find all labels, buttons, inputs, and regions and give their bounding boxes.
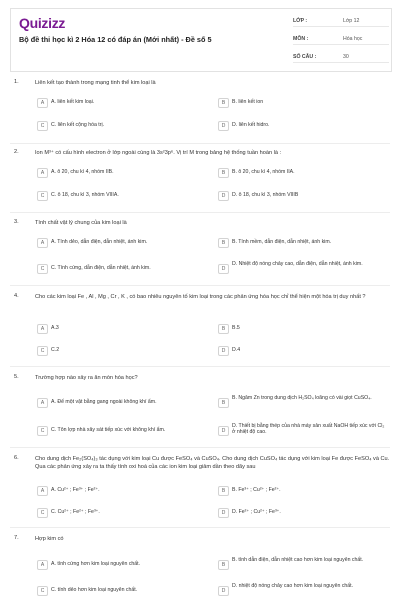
option-letter-box: C (37, 121, 48, 131)
option-letter-box: D (218, 508, 229, 518)
option-a[interactable] (37, 559, 207, 572)
question-number: 5. (14, 374, 19, 380)
option-text: A. ô 20, chu kì 4, nhóm IIB. (51, 169, 114, 175)
meta-question-count (293, 51, 389, 63)
option-a[interactable] (37, 485, 207, 498)
option-text: D. Fe²⁺ ; Cu²⁺ ; Fe³⁺. (232, 509, 281, 515)
option-b[interactable] (218, 559, 390, 572)
option-letter-box: A (37, 560, 48, 570)
option-a[interactable] (37, 97, 207, 110)
meta-subject (293, 33, 389, 45)
option-letter-box: D (218, 121, 229, 131)
question-divider (10, 527, 390, 528)
option-text: C. Cu²⁺ ; Fe²⁺ ; Fe³⁺. (51, 509, 100, 515)
option-text: B. Ngâm Zn trong dung dịch H₂SO₄ loãng có vài giọt CuSO₄. (232, 395, 372, 401)
question-number: 7. (14, 535, 19, 541)
option-letter-box: B (218, 398, 229, 408)
option-letter-box: B (218, 324, 229, 334)
page-title: Bộ đề thi học kì 2 Hóa 12 có đáp án (Mới nhất) - Đề số 5 (19, 35, 212, 44)
question-text: Tính chất vật lý chung của kim loại là (35, 220, 127, 226)
option-c[interactable] (37, 263, 207, 276)
option-letter-box: A (37, 98, 48, 108)
option-letter-box: B (218, 98, 229, 108)
option-text: C. liên kết cộng hóa trị. (51, 122, 105, 128)
option-d[interactable] (218, 263, 390, 276)
meta-key: MÔN : (293, 36, 309, 42)
option-text: D. nhiệt độ nóng chảy cao hơn kim loại nguyên chất. (232, 583, 354, 589)
option-a[interactable] (37, 237, 207, 250)
question-text: Ion M³⁺ có cấu hình electron ở lớp ngoài cùng là 3s²3p⁶. Vị trí M trong bảng hệ thống tuần hoàn là : (35, 150, 282, 156)
option-letter-box: D (218, 586, 229, 596)
meta-value: 30 (343, 54, 349, 60)
option-c[interactable] (37, 190, 207, 203)
option-letter-box: D (218, 426, 229, 436)
question-divider (10, 447, 390, 448)
option-c[interactable] (37, 585, 207, 598)
option-text: B. tính dẫn điện, dẫn nhiệt cao hơn kim loại nguyên chất. (232, 557, 364, 563)
option-c[interactable] (37, 425, 207, 438)
option-letter-box: A (37, 168, 48, 178)
question-divider (10, 212, 390, 213)
option-c[interactable] (37, 507, 207, 520)
option-letter-box: D (218, 191, 229, 201)
option-text: A. Tính dẻo, dẫn điện, dẫn nhiệt, ánh kim. (51, 239, 148, 245)
question-text: Hợp kim có (35, 536, 64, 542)
option-a[interactable] (37, 397, 207, 410)
option-d[interactable] (218, 507, 390, 520)
option-text: D. Nhiệt độ nóng chảy cao, dẫn điện, dẫn nhiệt, ánh kim. (232, 261, 363, 267)
option-b[interactable] (218, 485, 390, 498)
option-text: C. ô 18, chu kì 3, nhóm VIIIA. (51, 192, 119, 198)
option-letter-box: C (37, 508, 48, 518)
option-text: B.5 (232, 325, 240, 331)
option-letter-box: C (37, 191, 48, 201)
question-text: Trường hợp nào xảy ra ăn mòn hóa học? (35, 375, 138, 381)
option-letter-box: D (218, 264, 229, 274)
question-number: 6. (14, 455, 19, 461)
option-text: B. ô 20, chu kì 4, nhóm IIA. (232, 169, 295, 175)
option-letter-box: A (37, 486, 48, 496)
option-b[interactable] (218, 167, 390, 180)
option-d[interactable] (218, 585, 390, 598)
question-divider (10, 285, 390, 286)
question-text: Cho các kim loại Fe , Al , Mg , Cr , K , có bao nhiêu nguyên tố kim loại trong các phản ứng hóa học chỉ thể hiện một hóa trị duy nhất ? (35, 294, 366, 300)
question-number: 4. (14, 293, 19, 299)
option-text: C.2 (51, 347, 60, 353)
option-text: B. Tính mềm, dẫn điện, dẫn nhiệt, ánh kim. (232, 239, 332, 245)
option-d[interactable] (218, 425, 390, 438)
option-letter-box: C (37, 586, 48, 596)
option-text: A.3 (51, 325, 59, 331)
meta-divider (293, 62, 389, 63)
option-c[interactable] (37, 120, 207, 133)
option-letter-box: B (218, 486, 229, 496)
option-text: C. Tính cứng, dẫn điện, dẫn nhiệt, ánh kim. (51, 265, 151, 271)
option-letter-box: C (37, 346, 48, 356)
option-d[interactable] (218, 190, 390, 203)
question-number: 2. (14, 149, 19, 155)
option-b[interactable] (218, 397, 390, 410)
option-text: C. Tôn lợp nhà xây sát tiếp xúc với không khí ẩm. (51, 427, 166, 433)
quizizz-logo[interactable]: Quizizz (19, 15, 66, 31)
option-b[interactable] (218, 323, 390, 336)
option-letter-box: C (37, 426, 48, 436)
option-b[interactable] (218, 97, 390, 110)
option-text: B. Fe³⁺ ; Cu²⁺ ; Fe²⁺. (232, 487, 281, 493)
worksheet-header (10, 8, 392, 72)
option-text: D. liên kết hidro. (232, 122, 270, 128)
option-d[interactable] (218, 345, 390, 358)
question-text: Liên kết tạo thành trong mạng tinh thể kim loại là (35, 80, 156, 86)
option-letter-box: C (37, 264, 48, 274)
meta-value: Hóa học (343, 36, 363, 42)
option-d[interactable] (218, 120, 390, 133)
option-c[interactable] (37, 345, 207, 358)
question-number: 3. (14, 219, 19, 225)
option-letter-box: A (37, 238, 48, 248)
option-text: D.4 (232, 347, 241, 353)
option-letter-box: B (218, 560, 229, 570)
option-letter-box: A (37, 324, 48, 334)
meta-divider (293, 26, 389, 27)
option-letter-box: B (218, 238, 229, 248)
question-number: 1. (14, 79, 19, 85)
option-a[interactable] (37, 323, 207, 336)
meta-key: SỐ CÂU : (293, 54, 317, 60)
meta-divider (293, 44, 389, 45)
meta-value: Lớp 12 (343, 18, 360, 24)
meta-key: LỚP : (293, 18, 308, 24)
meta-class (293, 15, 389, 27)
option-text: A. Cu²⁺ ; Fe³⁺ ; Fe²⁺. (51, 487, 100, 493)
option-text: A. Để một vật bằng gang ngoài không khí ẩm. (51, 399, 157, 405)
option-text: D. ô 18, chu kì 3, nhóm VIIIB (232, 192, 299, 198)
option-text: B. liên kết ion (232, 99, 264, 105)
option-text: C. tính dẻo hơn kim loại nguyên chất. (51, 587, 138, 593)
question-divider (10, 143, 390, 144)
option-letter-box: A (37, 398, 48, 408)
option-text: A. tính cứng hơn kim loại nguyên chất. (51, 561, 141, 567)
option-text: A. liên kết kim loại. (51, 99, 95, 105)
question-divider (10, 366, 390, 367)
option-b[interactable] (218, 237, 390, 250)
question-text: Cho dung dịch Fe₂(SO₄)₃ tác dụng với kim loại Cu được FeSO₄ và CuSO₄. Cho dung dịch CuSO₄ tác dụng với kim loại Fe được FeSO₄ và Cu. Qua các phản ứng xảy ra ta thấy tính oxi hoá của các ion kim loại giảm dần theo dãy sau (35, 456, 390, 470)
option-letter-box: D (218, 346, 229, 356)
option-letter-box: B (218, 168, 229, 178)
option-text: D. Thiết bị bằng thép của nhà máy sản xuất NaOH tiếp xúc với Cl₂ ở nhiệt độ cao. (232, 423, 385, 435)
option-a[interactable] (37, 167, 207, 180)
